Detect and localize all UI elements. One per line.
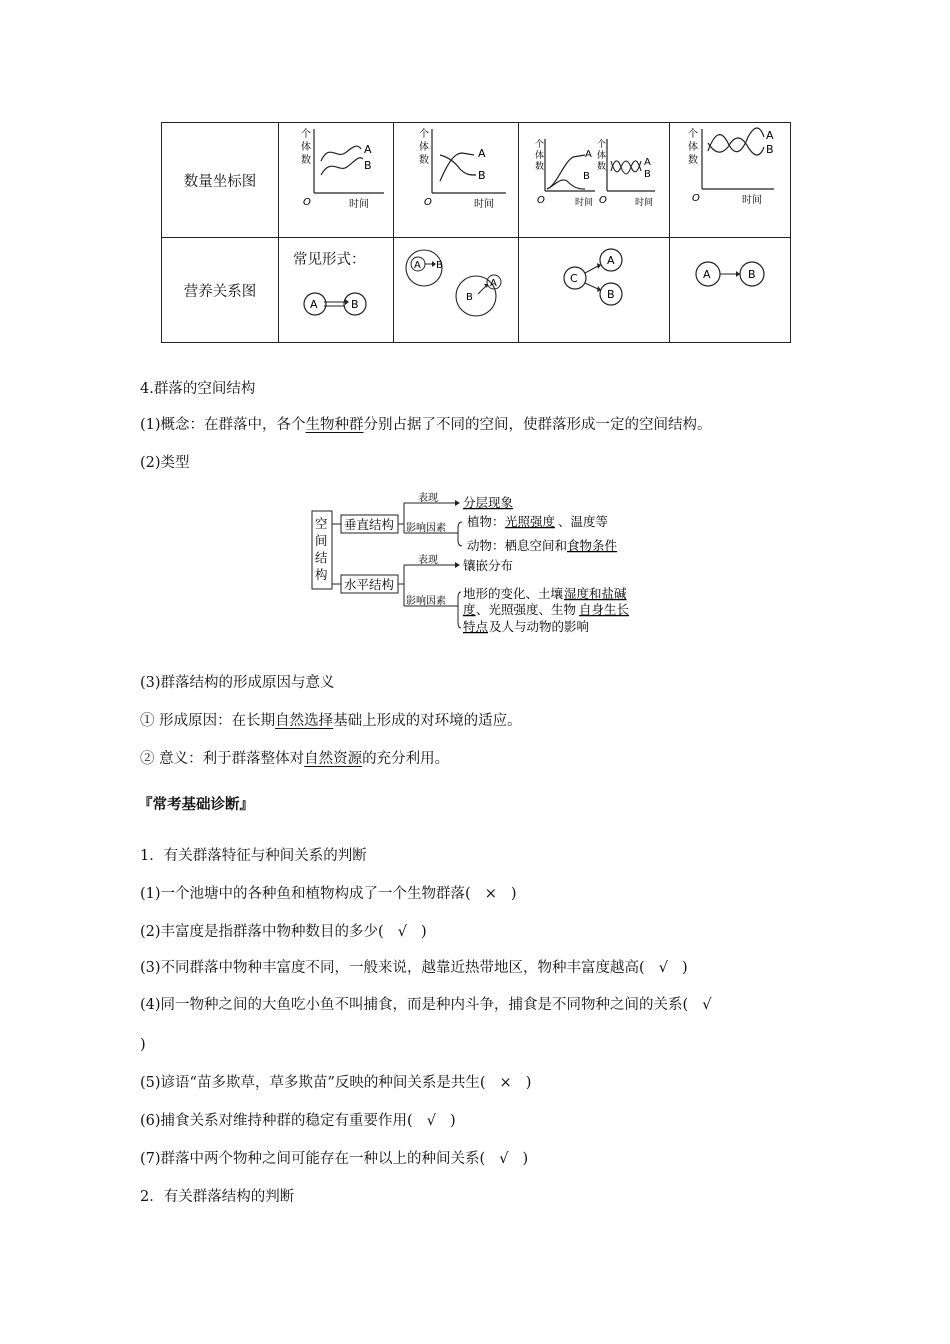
concept-line: (1)概念：在群落中，各个生物种群分别占据了不同的空间，使群落形成一定的空间结构。 <box>140 417 712 433</box>
svg-text:体: 体 <box>597 151 607 161</box>
answer-mark: √ <box>426 1113 436 1129</box>
svg-text:数: 数 <box>688 155 698 166</box>
population-graph-3 <box>519 123 669 233</box>
root-char-2: 间 <box>315 533 328 548</box>
trophic-cell-4 <box>670 238 791 343</box>
answer-mark: × <box>499 1075 512 1091</box>
svg-text:A: A <box>364 143 372 156</box>
population-graph-2 <box>394 123 518 233</box>
row-label-quantity: 数量坐标图 <box>162 123 279 238</box>
svg-text:B: B <box>607 288 615 301</box>
trophic-cell-1 <box>279 238 394 343</box>
vertical-manifest: 表现 <box>418 493 438 504</box>
q1-title: 1．有关群落特征与种间关系的判断 <box>140 848 367 864</box>
root-char-4: 构 <box>315 567 328 582</box>
svg-text:B: B <box>364 159 372 172</box>
h-factor-1-ul: 湿度和盐碱 <box>564 586 627 601</box>
h-factor-3-post: 及人与动物的影响 <box>489 619 590 634</box>
mosaic: 镶嵌分布 <box>463 558 514 573</box>
svg-text:A: A <box>703 268 711 281</box>
svg-text:A: A <box>585 149 592 160</box>
population-graph-1 <box>279 123 393 233</box>
svg-text:体: 体 <box>688 142 698 153</box>
graph-cell-4 <box>670 123 791 238</box>
svg-text:A: A <box>478 147 486 160</box>
plant-factor-pre: 植物： <box>467 514 505 529</box>
trophic-diagram-1 <box>279 274 393 334</box>
plant-factor-post: 、温度等 <box>558 514 609 529</box>
svg-text:O: O <box>599 195 607 206</box>
plant-factor-ul: 光照强度 <box>505 514 556 529</box>
h-factor-3-ul: 特点 <box>463 619 489 634</box>
h-factor-1-pre: 地形的变化、土壤 <box>463 586 564 601</box>
svg-text:数: 数 <box>535 162 545 172</box>
svg-text:C: C <box>570 272 578 285</box>
svg-text:数: 数 <box>419 155 429 166</box>
vertical-structure: 垂直结构 <box>344 517 395 532</box>
svg-text:个: 个 <box>419 129 429 140</box>
svg-text:O: O <box>537 195 545 206</box>
trophic-diagram-2 <box>394 238 518 338</box>
answer-mark: √ <box>658 960 668 976</box>
h-factor-2-ul2: 自身生长 <box>579 602 630 617</box>
svg-text:B: B <box>644 169 651 180</box>
root-char-1: 空 <box>315 516 328 531</box>
reason-line: ① 形成原因：在长期自然选择基础上形成的对环境的适应。 <box>140 713 522 729</box>
trophic-cell-3 <box>519 238 670 343</box>
svg-text:时间: 时间 <box>349 199 369 210</box>
svg-text:时间: 时间 <box>575 198 594 208</box>
horizontal-manifest: 表现 <box>418 555 438 566</box>
svg-text:B: B <box>478 169 486 182</box>
spatial-structure-diagram <box>300 488 640 640</box>
layering: 分层现象 <box>463 495 514 510</box>
svg-text:体: 体 <box>301 142 311 153</box>
svg-text:O: O <box>424 197 432 208</box>
answer-mark: × <box>484 886 497 902</box>
diagnosis-item-5: (5)谚语“苗多欺草，草多欺苗”反映的种间关系是共生( × ) <box>140 1075 532 1091</box>
h-factor-2-mid: 、光照强度、生物 <box>476 602 577 617</box>
relationship-table <box>161 122 791 343</box>
svg-text:时间: 时间 <box>742 195 762 206</box>
trophic-diagram-4 <box>670 238 790 338</box>
svg-text:A: A <box>310 298 318 311</box>
answer-mark: √ <box>702 997 712 1013</box>
svg-text:A: A <box>607 254 615 267</box>
svg-text:B: B <box>351 298 359 311</box>
svg-text:B: B <box>748 268 756 281</box>
animal-factor-pre: 动物：栖息空间和 <box>467 538 568 553</box>
svg-text:时间: 时间 <box>474 199 494 210</box>
h-factor-2-ul: 度 <box>463 602 476 617</box>
q2-title: 2．有关群落结构的判断 <box>140 1189 295 1205</box>
graph-cell-3 <box>519 123 670 238</box>
svg-text:体: 体 <box>535 151 545 161</box>
diagnosis-item-7: (7)群落中两个物种之间可能存在一种以上的种间关系( √ ) <box>140 1151 529 1167</box>
svg-text:A: A <box>766 129 774 142</box>
svg-text:个: 个 <box>535 140 545 150</box>
answer-mark: √ <box>499 1151 509 1167</box>
svg-text:个: 个 <box>301 129 311 140</box>
trophic-diagram-3 <box>519 238 669 338</box>
diagnosis-heading: 『常考基础诊断』 <box>138 797 254 813</box>
diagnosis-item-4-close: ) <box>140 1037 146 1053</box>
answer-mark: √ <box>397 924 407 940</box>
types-line: (2)类型 <box>140 455 190 471</box>
svg-text:B: B <box>766 143 774 156</box>
horizontal-factors: 影响因素 <box>406 596 446 607</box>
diagnosis-item-3: (3)不同群落中物种丰富度不同，一般来说，越靠近热带地区，物种丰富度越高( √ ) <box>140 960 688 976</box>
horizontal-structure: 水平结构 <box>344 577 395 592</box>
diagnosis-item-1: (1)一个池塘中的各种鱼和植物构成了一个生物群落( × ) <box>140 886 517 902</box>
row-label-trophic: 营养关系图 <box>162 238 279 343</box>
svg-text:O: O <box>303 197 311 208</box>
svg-text:B: B <box>583 171 590 182</box>
animal-factor-ul: 食物条件 <box>567 538 618 553</box>
svg-text:个: 个 <box>688 129 698 140</box>
svg-text:O: O <box>692 193 700 204</box>
common-forms-label: 常见形式： <box>293 252 366 268</box>
formation-heading: (3)群落结构的形成原因与意义 <box>140 675 335 691</box>
svg-text:A: A <box>490 278 497 289</box>
svg-text:体: 体 <box>419 142 429 153</box>
diagnosis-item-4: (4)同一物种之间的大鱼吃小鱼不叫捕食，而是种内斗争，捕食是不同物种之间的关系( √ <box>140 997 712 1013</box>
svg-text:B: B <box>466 292 473 303</box>
graph-cell-2 <box>394 123 519 238</box>
svg-text:数: 数 <box>597 162 607 172</box>
trophic-cell-2 <box>394 238 519 343</box>
root-char-3: 结 <box>315 550 328 565</box>
diagnosis-item-6: (6)捕食关系对维持种群的稳定有重要作用( √ ) <box>140 1113 456 1129</box>
svg-text:数: 数 <box>301 155 311 166</box>
svg-text:A: A <box>414 260 421 271</box>
svg-text:B: B <box>436 260 443 271</box>
svg-text:个: 个 <box>597 140 607 150</box>
svg-text:A: A <box>644 157 651 168</box>
section4-heading: 4.群落的空间结构 <box>140 381 256 397</box>
graph-cell-1 <box>279 123 394 238</box>
meaning-line: ② 意义：利于群落整体对自然资源的充分利用。 <box>140 751 450 767</box>
population-graph-4 <box>670 123 790 233</box>
diagnosis-item-2: (2)丰富度是指群落中物种数目的多少( √ ) <box>140 924 427 940</box>
vertical-factors: 影响因素 <box>406 523 446 534</box>
svg-text:时间: 时间 <box>635 198 654 208</box>
